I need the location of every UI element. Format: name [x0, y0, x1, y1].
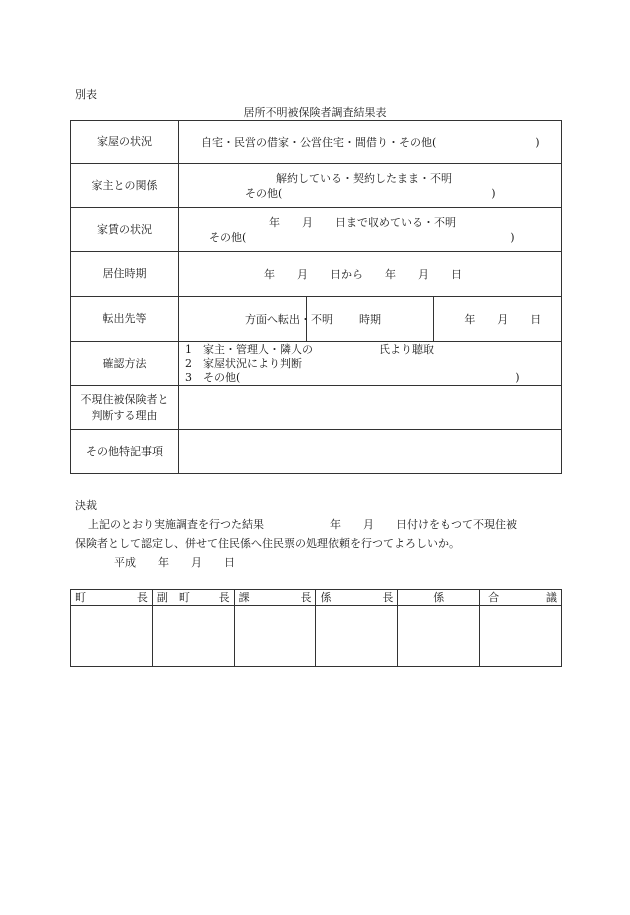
value-house-status: 自宅・民営の借家・公営住宅・間借り・その他( ): [179, 121, 562, 164]
label-house-status: 家屋の状況: [71, 121, 179, 164]
approval-head-consultation: 合 議: [480, 590, 562, 606]
decision-text-line2: 保険者として認定し、併せて住民係へ住民票の処理依頼を行つてよろしいか。: [75, 537, 460, 550]
form-row-move-out: [71, 297, 562, 342]
approval-stamp-row: [71, 606, 562, 667]
value-reason: [179, 386, 562, 430]
form-row-house-status: [71, 121, 562, 164]
approval-head-staff: 係: [398, 590, 480, 606]
stamp-box-deputy-mayor[interactable]: [152, 606, 234, 667]
value-notes: [179, 430, 562, 474]
appendix-label: 別表: [75, 88, 97, 101]
label-reason: 不現住被保険者と 判断する理由: [71, 386, 179, 430]
form-row-landlord-relation: [71, 164, 562, 208]
approval-head-unit-chief: 係 長: [316, 590, 398, 606]
approval-head-deputy-mayor: 副 町 長: [152, 590, 234, 606]
value-residence-period: 年 月 日から 年 月 日: [179, 252, 562, 297]
approval-head-mayor: 町 長: [71, 590, 153, 606]
label-move-out-period: 時期: [306, 297, 434, 342]
label-move-out: 転出先等: [71, 297, 179, 342]
form-row-rent-status: [71, 208, 562, 252]
value-landlord-relation: 解約している・契約したまま・不明 その他( ): [179, 164, 562, 208]
approval-header-row: [71, 590, 562, 606]
form-row-residence-period: [71, 252, 562, 297]
decision-text-line1: 上記のとおり実施調査を行つた結果 年 月 日付けをもつて不現住被: [88, 518, 517, 531]
form-row-reason: [71, 386, 562, 430]
value-move-out: 方面へ転出・不明: [179, 297, 307, 342]
label-residence-period: 居住時期: [71, 252, 179, 297]
form-row-confirm-method: [71, 342, 562, 386]
stamp-box-mayor[interactable]: [71, 606, 153, 667]
survey-form-table: [70, 120, 562, 474]
page-title: 居所不明被保険者調査結果表: [243, 106, 387, 119]
approval-table: [70, 589, 562, 667]
approval-head-section-chief: 課 長: [234, 590, 316, 606]
decision-date: 平成 年 月 日: [114, 556, 235, 569]
label-rent-status: 家賃の状況: [71, 208, 179, 252]
stamp-box-unit-chief[interactable]: [316, 606, 398, 667]
decision-heading: 決裁: [75, 499, 97, 512]
stamp-box-staff[interactable]: [398, 606, 480, 667]
form-row-notes: [71, 430, 562, 474]
label-landlord-relation: 家主との関係: [71, 164, 179, 208]
stamp-box-consultation[interactable]: [480, 606, 562, 667]
value-rent-status: 年 月 日まで収めている・不明 その他( ): [179, 208, 562, 252]
label-notes: その他特記事項: [71, 430, 179, 474]
stamp-box-section-chief[interactable]: [234, 606, 316, 667]
value-move-out-period: 年 月 日: [434, 297, 562, 342]
label-confirm-method: 確認方法: [71, 342, 179, 386]
value-confirm-method: 1 家主・管理人・隣人の 氏より聴取 2 家屋状況により判断 3 その他( ): [179, 342, 562, 386]
